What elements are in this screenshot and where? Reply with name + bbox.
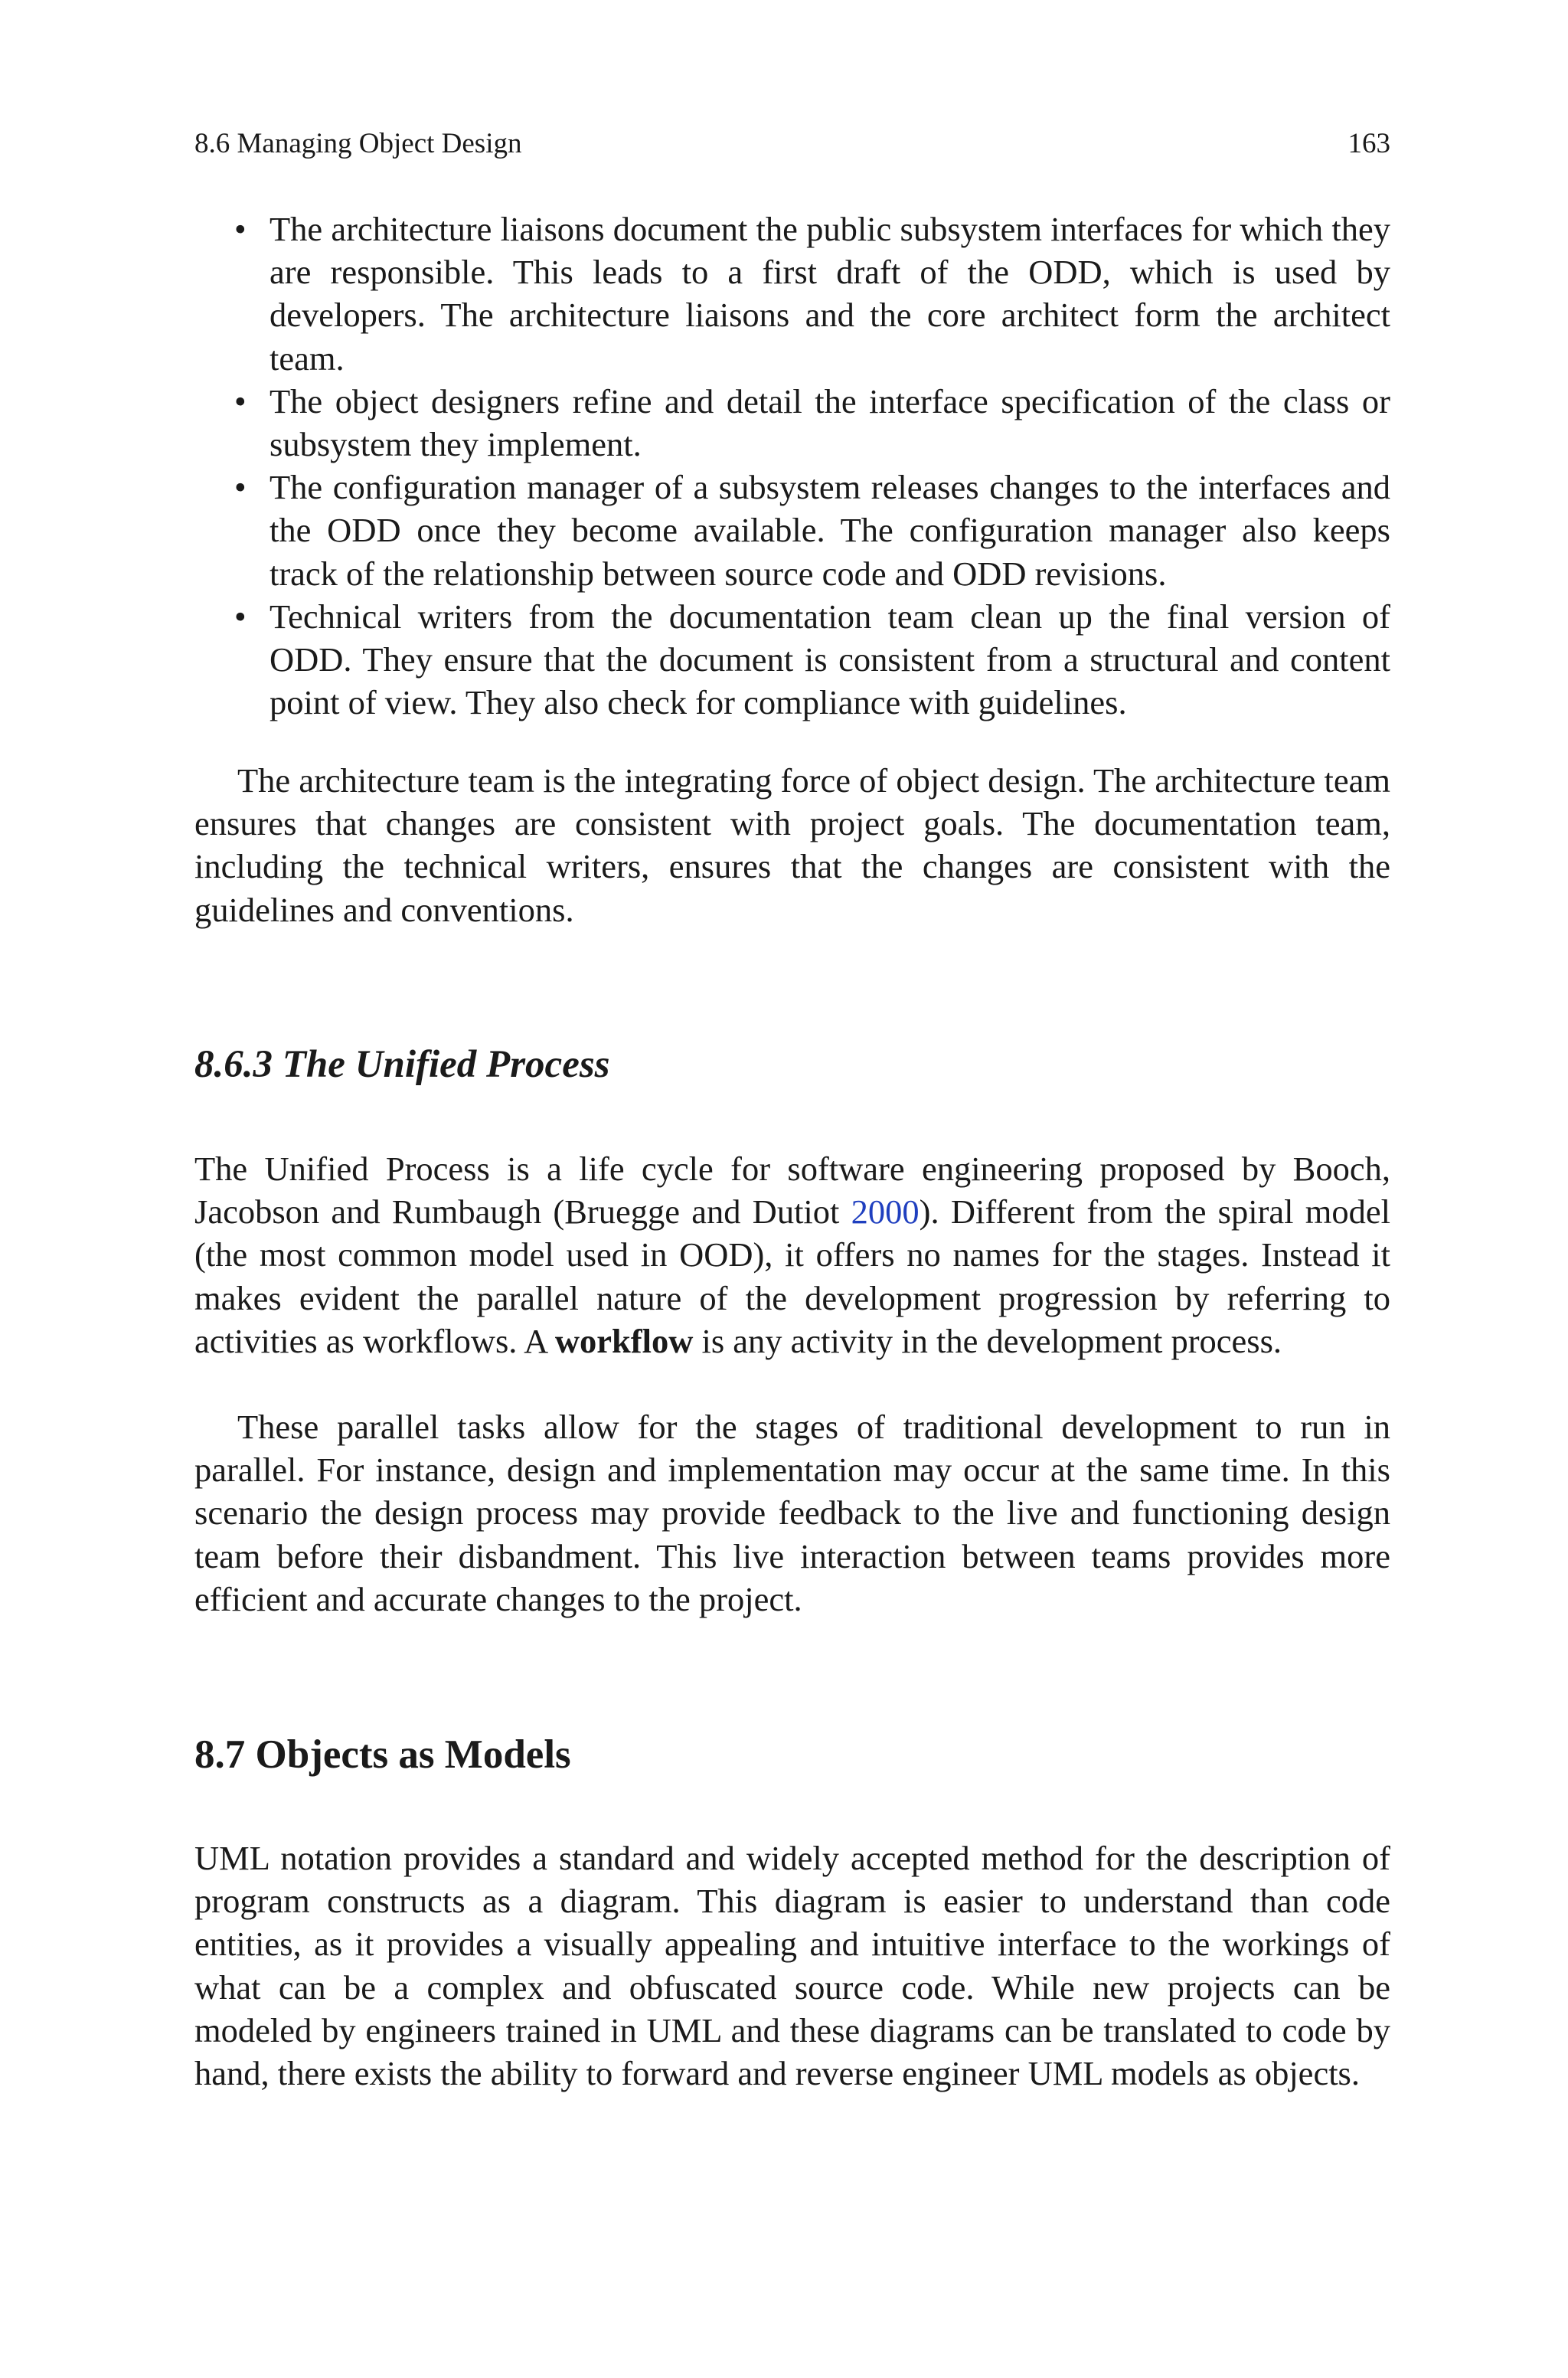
citation-link[interactable]: 2000 [851, 1192, 920, 1232]
page-number: 163 [1348, 128, 1390, 159]
list-item-text: The object designers refine and detail the interface specification of the class or subsystem they implement. [270, 381, 1390, 464]
paragraph-unified-process [194, 1147, 1390, 1362]
list-item [194, 208, 1390, 380]
bullet-icon: • [234, 468, 247, 507]
section-heading-8-6-3: 8.6.3 The Unified Process [194, 1043, 610, 1086]
paragraph-text: The Unified Process is a life cycle for software engineering proposed by Booch, Jacobson and Rumbaugh (Bruegge and Dutiot [194, 1150, 1390, 1232]
paragraph-architecture-team: The architecture team is the integrating force of object design. The architecture team ensures that changes are consistent with project goals. The documentation team, including the technical writers, ensures that the changes are consistent with the guidelines and conventions. [194, 761, 1390, 929]
list-item-text: Technical writers from the documentation team clean up the final version of ODD. They ensure that the document is consistent from a structural and content point of view. They also check for compliance with guidelines. [270, 597, 1390, 722]
bullet-icon: • [234, 210, 247, 248]
bullet-icon: • [234, 597, 247, 636]
list-item-text: The configuration manager of a subsystem releases changes to the interfaces and the ODD once they become available. The configuration manager also keeps track of the relationship between source code and ODD revisions. [270, 468, 1390, 593]
paragraph-text: is any activity in the development process. [693, 1321, 1282, 1360]
paragraph-parallel-tasks: These parallel tasks allow for the stages of traditional development to run in parallel. For instance, design and implementation may occur at the same time. In this scenario the design process may provide feedback to the live and functioning design team before their disbandment. This live interaction between teams provides more efficient and accurate changes to the project. [194, 1408, 1390, 1618]
list-item-text: The architecture liaisons document the public subsystem interfaces for which they are responsible. This leads to a first draft of the ODD, which is used by developers. The architecture liaisons and the core architect form the architect team. [270, 210, 1390, 378]
term-workflow: workflow [554, 1321, 694, 1360]
bullet-icon: • [234, 381, 247, 420]
paragraph-text: ). Different from the spiral model (the most common model used in OOD), it offers no names for the stages. Instead it makes evident the parallel nature of the development progression by referring to activities as workflows. A [194, 1192, 1391, 1360]
running-head-section: 8.6 Managing Object Design [194, 128, 522, 159]
list-item [194, 466, 1390, 595]
paragraph-uml-notation: UML notation provides a standard and widely accepted method for the description of program constructs as a diagram. This diagram is easier to understand than code entities, as it provides a visually appealing and intuitive interface to the workings of what can be a complex and obfuscated source code. While new projects can be modeled by engineers trained in UML and these diagrams can be translated to code by hand, there exists the ability to forward and reverse engineer UML models as objects. [194, 1839, 1390, 2093]
bullet-list [194, 208, 1390, 724]
section-heading-8-7: 8.7 Objects as Models [194, 1732, 571, 1777]
list-item [194, 595, 1390, 725]
list-item [194, 380, 1390, 466]
